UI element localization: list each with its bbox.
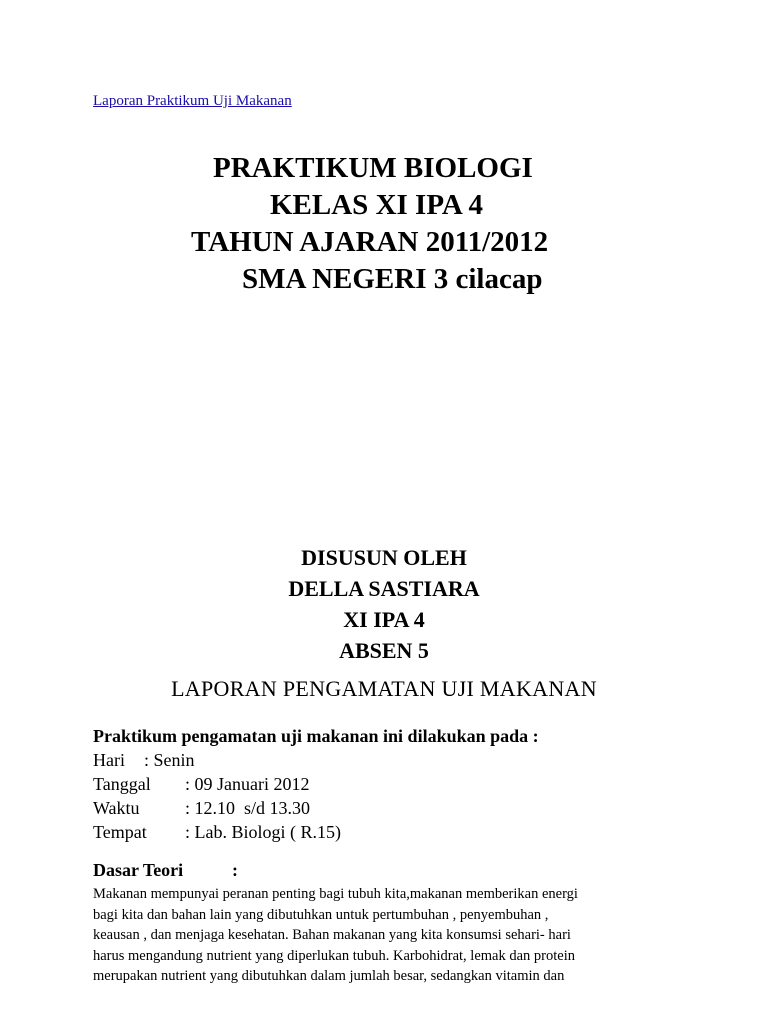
info-value: : 09 Januari 2012 xyxy=(185,774,310,794)
info-value: : Lab. Biologi ( R.15) xyxy=(185,822,341,842)
theory-paragraph xyxy=(93,884,693,987)
title-line-year: TAHUN AJARAN 2011/2012 xyxy=(191,226,549,258)
theory-line: keausan , dan menjaga kesehatan. Bahan makanan yang kita konsumsi sehari- hari xyxy=(93,927,571,943)
report-title-link[interactable]: Laporan Praktikum Uji Makanan xyxy=(93,93,292,109)
author-number: ABSEN 5 xyxy=(339,638,429,663)
theory-line: merupakan nutrient yang dibutuhkan dalam jumlah besar, sedangkan vitamin dan xyxy=(93,968,565,984)
info-label: Tempat xyxy=(93,822,147,842)
theory-line: Makanan mempunyai peranan penting bagi tubuh kita,makanan memberikan energi xyxy=(93,886,578,902)
theory-heading-text: Dasar Teori xyxy=(93,860,184,880)
info-label: Tanggal xyxy=(93,774,151,794)
section-title: LAPORAN PENGAMATAN UJI MAKANAN xyxy=(171,676,597,701)
info-value: : 12.10 s/d 13.30 xyxy=(185,798,311,818)
author-block xyxy=(0,542,768,666)
info-label: Waktu xyxy=(93,798,140,818)
author-name: DELLA SASTIARA xyxy=(288,576,480,601)
intro-heading: Praktikum pengamatan uji makanan ini dilakukan pada : xyxy=(93,726,539,746)
author-class: XI IPA 4 xyxy=(343,607,425,632)
info-value: : Senin xyxy=(135,750,195,770)
theory-heading xyxy=(93,860,238,881)
info-label: Hari xyxy=(93,750,125,770)
theory-heading-colon: : xyxy=(232,860,238,880)
title-line-subject: PRAKTIKUM BIOLOGI xyxy=(213,152,533,184)
title-line-school: SMA NEGERI 3 cilacap xyxy=(242,263,543,295)
title-line-class: KELAS XI IPA 4 xyxy=(270,189,483,221)
theory-line: bagi kita dan bahan lain yang dibutuhkan untuk pertumbuhan , penyembuhan , xyxy=(93,906,549,923)
author-compiled-by: DISUSUN OLEH xyxy=(301,545,467,570)
theory-line: harus mengandung nutrient yang diperlukan tubuh. Karbohidrat, lemak dan protein xyxy=(93,947,575,964)
